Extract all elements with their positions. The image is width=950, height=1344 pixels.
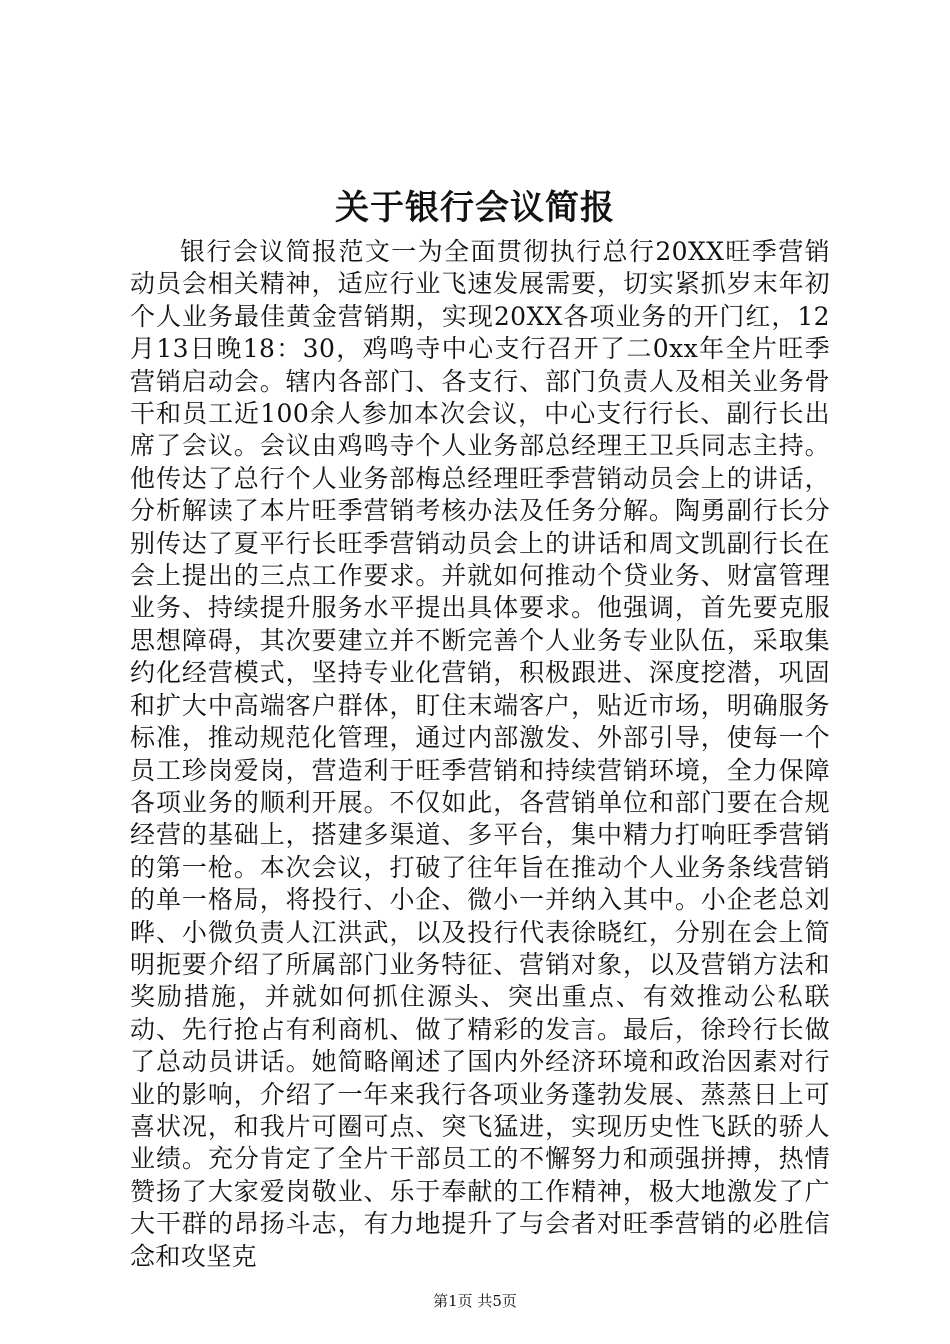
page-number-footer: 第1页 共5页 bbox=[433, 1292, 517, 1310]
document-title: 关于银行会议简报 bbox=[335, 188, 615, 228]
body-paragraph: 银行会议简报范文一为全面贯彻执行总行20XX旺季营销动员会相关精神，适应行业飞速发展需要，切实紧抓岁末年初个人业务最佳黄金营销期，实现20XX各项业务的开门红，12月13日晚18：30，鸡鸣寺中心支行召开了二0xx年全片旺季营销启动会。辖内各部门、各支行、部门负责人及相关业务骨干和员工近100余人参加本次会议，中心支行行长、副行长出席了会议。会议由鸡鸣寺个人业务部总经理王卫兵同志主持。他传达了总行个人业务部梅总经理旺季营销动员会上的讲话，分析解读了本片旺季营销考核办法及任务分解。陶勇副行长分别传达了夏平行长旺季营销动员会上的讲话和周文凯副行长在会上提出的三点工作要求。并就如何推动个贷业务、财富管理业务、持续提升服务水平提出具体要求。他强调，首先要克服思想障碍，其次要建立并不断完善个人业务专业队伍，采取集约化经营模式，坚持专业化营销，积极跟进、深度挖潜，巩固和扩大中高端客户群体，盯住末端客户，贴近市场，明确服务标准，推动规范化管理，通过内部激发、外部引导，使每一个员工珍岗爱岗，营造利于旺季营销和持续营销环境，全力保障各项业务的顺利开展。不仅如此，各营销单位和部门要在合规经营的基础上，搭建多渠道、多平台，集中精力打响旺季营销的第一枪。本次会议，打破了往年旨在推动个人业务条线营销的单一格局，将投行、小企、微小一并纳入其中。小企老总刘晔、小微负责人江洪武，以及投行代表徐晓红，分别在会上简明扼要介绍了所属部门业务特征、营销对象，以及营销方法和奖励措施，并就如何抓住源头、突出重点、有效推动公私联动、先行抢占有利商机、做了精彩的发言。最后，徐玲行长做了总动员讲话。她简略阐述了国内外经济环境和政治因素对行业的影响，介绍了一年来我行各项业务蓬勃发展、蒸蒸日上可喜状况，和我片可圈可点、突飞猛进，实现历史性飞跃的骄人业绩。充分肯定了全片干部员工的不懈努力和顽强拼搏，热情赞扬了大家爱岗敬业、乐于奉献的工作精神，极大地激发了广大干群的昂扬斗志，有力地提升了与会者对旺季营销的必胜信念和攻坚克 bbox=[130, 237, 830, 1271]
